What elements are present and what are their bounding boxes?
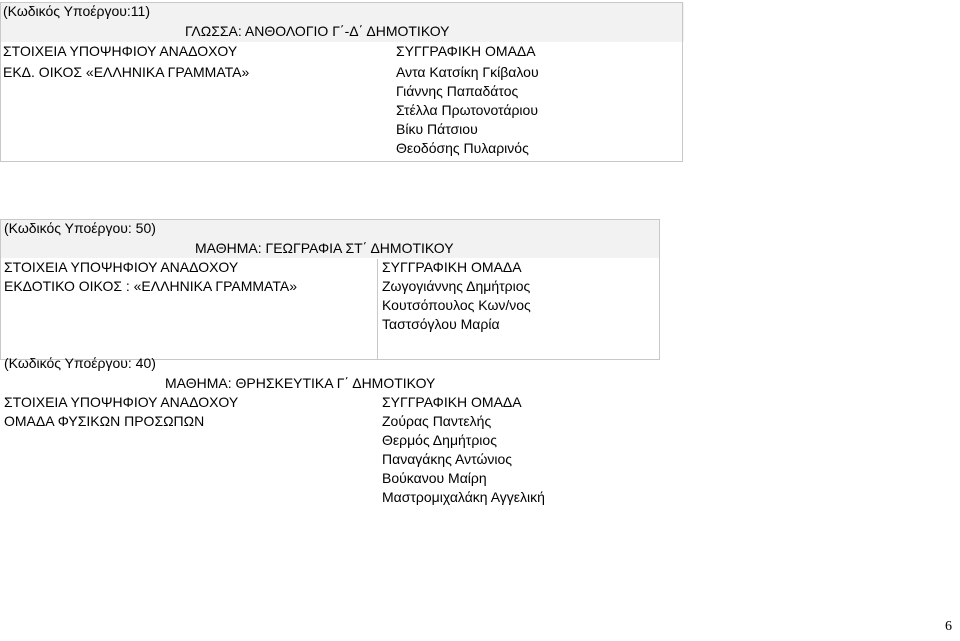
author-item: Βίκυ Πάτσιου bbox=[396, 121, 478, 137]
author-item: Στέλλα Πρωτονοτάριου bbox=[396, 102, 538, 118]
project-block-40 bbox=[0, 354, 660, 507]
author-item: Θεοδόσης Πυλαρινός bbox=[396, 140, 529, 156]
author-item: Ζωγογιάννης Δημήτριος bbox=[382, 278, 531, 294]
authors-header: ΣΥΓΓΡΑΦΙΚΗ ΟΜΑΔΑ bbox=[382, 394, 522, 410]
project-code: (Κωδικός Υποέργου: 40) bbox=[4, 355, 156, 371]
column-divider bbox=[377, 259, 378, 359]
author-item: Ταστσόγλου Μαρία bbox=[382, 316, 500, 332]
contractor-header: ΣΤΟΙΧΕΙΑ ΥΠΟΨΗΦΙΟΥ ΑΝΑΔΟΧΟΥ bbox=[4, 259, 239, 275]
project-code: (Κωδικός Υποέργου:11) bbox=[0, 2, 684, 22]
author-item: Αντα Κατσίκη Γκίβαλου bbox=[396, 64, 539, 80]
author-item: Ζούρας Παντελής bbox=[382, 413, 492, 429]
contractor-name: ΕΚΔΟΤΙΚΟ ΟΙΚΟΣ : «ΕΛΛΗΝΙΚΑ ΓΡΑΜΜΑΤΑ» bbox=[4, 278, 297, 294]
contractor-name: ΟΜΑΔΑ ΦΥΣΙΚΩΝ ΠΡΟΣΩΠΩΝ bbox=[4, 413, 205, 429]
project-code: (Κωδικός Υποέργου: 50) bbox=[0, 219, 660, 239]
author-item: Γιάννης Παπαδάτος bbox=[396, 83, 519, 99]
page-number: 6 bbox=[945, 619, 952, 634]
subject-title: ΓΛΩΣΣΑ: ΑΝΘΟΛΟΓΙΟ Γ΄-Δ΄ ΔΗΜΟΤΙΚΟΥ bbox=[0, 22, 684, 42]
author-item: Μαστρομιχαλάκη Αγγελική bbox=[382, 489, 545, 505]
author-item: Θερμός Δημήτριος bbox=[382, 432, 497, 448]
block-frame bbox=[0, 2, 683, 162]
project-block-50 bbox=[0, 219, 660, 334]
header-row bbox=[0, 393, 660, 412]
contractor-header: ΣΤΟΙΧΕΙΑ ΥΠΟΨΗΦΙΟΥ ΑΝΑΔΟΧΟΥ bbox=[4, 394, 239, 410]
block-frame bbox=[0, 219, 660, 360]
contractor-name: ΕΚΔ. ΟΙΚΟΣ «ΕΛΛΗΝΙΚΑ ΓΡΑΜΜΑΤΑ» bbox=[3, 64, 250, 80]
authors-header: ΣΥΓΓΡΑΦΙΚΗ ΟΜΑΔΑ bbox=[396, 43, 536, 59]
author-item: Βούκανου Μαίρη bbox=[382, 470, 487, 486]
author-item: Παναγάκης Αντώνιος bbox=[382, 451, 513, 467]
project-block-11 bbox=[0, 2, 684, 158]
author-item: Κουτσόπουλος Κων/νος bbox=[382, 297, 531, 313]
subject-title: ΜΑΘΗΜΑ: ΓΕΩΓΡΑΦΙΑ ΣΤ΄ ΔΗΜΟΤΙΚΟΥ bbox=[0, 239, 660, 258]
authors-header: ΣΥΓΓΡΑΦΙΚΗ ΟΜΑΔΑ bbox=[382, 259, 522, 275]
subject-title: ΜΑΘΗΜΑ: ΘΡΗΣΚΕΥΤΙΚΑ Γ΄ ΔΗΜΟΤΙΚΟΥ bbox=[165, 375, 436, 391]
contractor-header: ΣΤΟΙΧΕΙΑ ΥΠΟΨΗΦΙΟΥ ΑΝΑΔΟΧΟΥ bbox=[3, 43, 238, 59]
contractor-row bbox=[0, 412, 660, 431]
